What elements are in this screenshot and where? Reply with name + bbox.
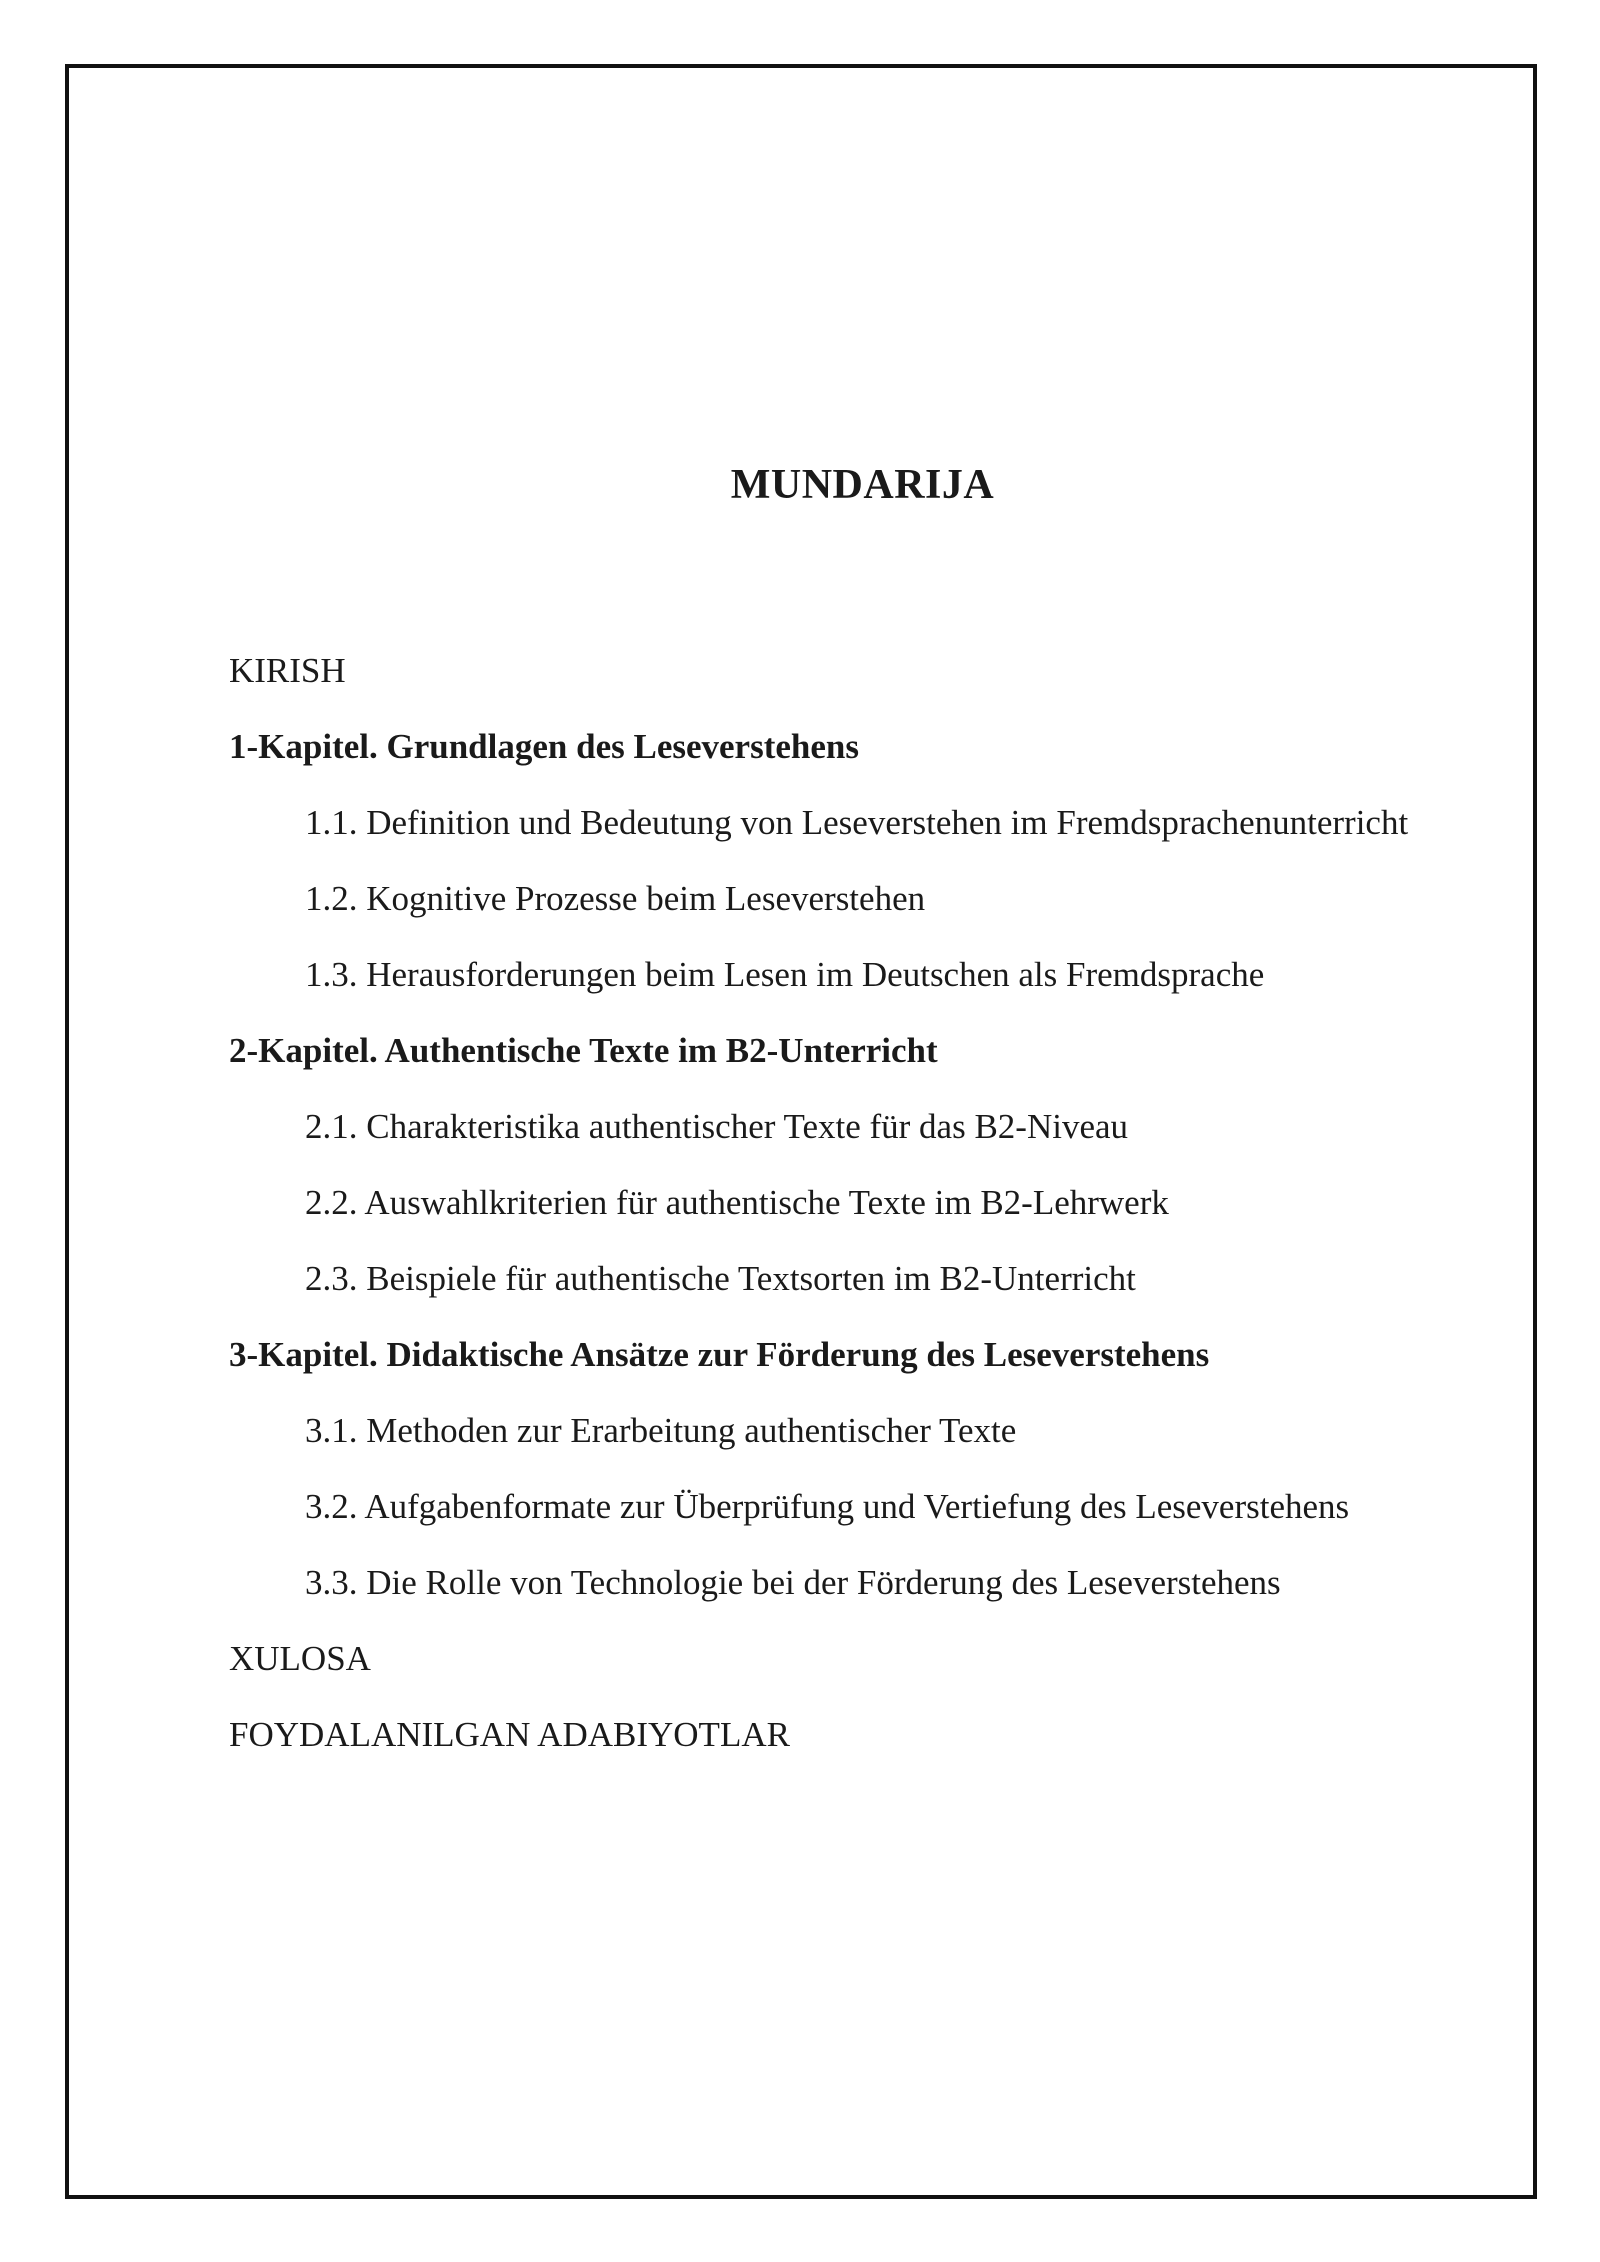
page-title: MUNDARIJA	[730, 462, 995, 508]
toc-section-3-3: 3.3. Die Rolle von Technologie bei der Förderung des Leseverstehens	[305, 1563, 1281, 1602]
toc-chapter-3: 3-Kapitel. Didaktische Ansätze zur Förderung des Leseverstehens	[229, 1335, 1210, 1374]
toc-section-3-1: 3.1. Methoden zur Erarbeitung authentischer Texte	[305, 1411, 1017, 1450]
toc-section-1-3: 1.3. Herausforderungen beim Lesen im Deutschen als Fremdsprache	[305, 955, 1265, 994]
toc-chapter-2: 2-Kapitel. Authentische Texte im B2-Unterricht	[229, 1031, 938, 1070]
toc-section-2-2: 2.2. Auswahlkriterien für authentische Texte im B2-Lehrwerk	[305, 1183, 1169, 1222]
toc-section-2-1: 2.1. Charakteristika authentischer Texte für das B2-Niveau	[305, 1107, 1129, 1146]
toc-section-3-2: 3.2. Aufgabenformate zur Überprüfung und Vertiefung des Leseverstehens	[305, 1487, 1350, 1526]
toc-chapter-1: 1-Kapitel. Grundlagen des Leseverstehens	[229, 727, 859, 766]
toc-section-2-3: 2.3. Beispiele für authentische Textsorten im B2-Unterricht	[305, 1259, 1136, 1298]
toc-section-1-2: 1.2. Kognitive Prozesse beim Leseverstehen	[305, 879, 926, 918]
toc-entry-introduction: KIRISH	[229, 651, 346, 690]
toc-entry-conclusion: XULOSA	[229, 1639, 371, 1678]
toc-section-1-1: 1.1. Definition und Bedeutung von Leseverstehen im Fremdsprachenunterricht	[305, 803, 1409, 842]
table-of-contents	[229, 638, 1489, 1778]
toc-entry-references: FOYDALANILGAN ADABIYOTLAR	[229, 1715, 790, 1754]
